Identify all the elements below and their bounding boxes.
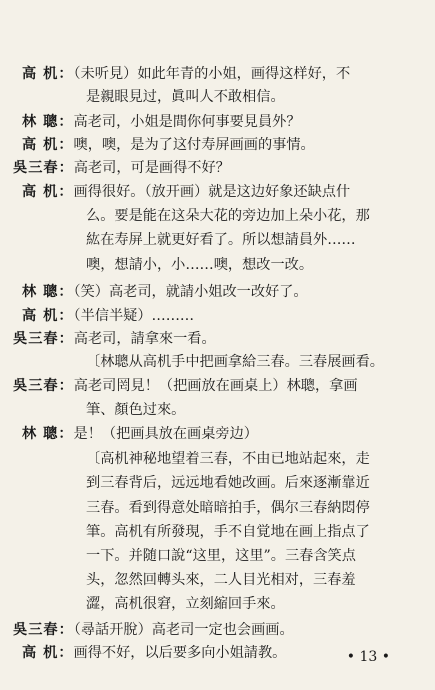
speaker-label: 高 机：	[22, 137, 74, 153]
stage-direction	[86, 546, 356, 566]
line-text: 到三春背后，远远地看她改画。后來逐漸靠近	[86, 475, 370, 491]
stage-direction	[86, 352, 384, 372]
line-text: 高老司，可是画得不好？	[73, 160, 230, 176]
speaker-label: 高 机：	[22, 645, 74, 661]
line-text: 紘在寿屏上就更好看了。所以想請員外……	[86, 232, 356, 248]
stage-direction	[86, 449, 370, 469]
speaker-label: 高 机：	[22, 66, 74, 82]
speaker-label: 吳三春：	[13, 378, 74, 394]
line-text: 么。要是能在这朵大花的旁边加上朵小花，那	[86, 208, 370, 224]
speaker-label: 林 聰：	[22, 284, 74, 300]
dialogue-line	[22, 306, 194, 326]
line-text: 噢，想請小，小……噢，想改一改。	[86, 257, 314, 273]
line-text: 画得很好。（放开画）就是这边好象还缺点什	[73, 184, 351, 200]
speaker-label: 高 机：	[22, 308, 74, 324]
line-text: 噢，噢，是为了这付寿屏画画的事情。	[73, 137, 315, 153]
speaker-label: 吳三春：	[13, 622, 74, 638]
dialogue-line	[22, 112, 301, 132]
dialogue-line	[22, 64, 350, 84]
line-text: （半信半疑）………	[73, 308, 195, 324]
stage-direction	[86, 473, 370, 493]
line-text: 高老司，請拿來一看。	[73, 331, 216, 347]
stage-direction	[86, 498, 370, 518]
line-text: （未听見）如此年青的小姐，画得这样好，不	[73, 66, 351, 82]
line-text: 高老司，小姐是間你何事要見員外？	[73, 114, 301, 130]
line-text: 画得不好，以后要多向小姐請教。	[73, 645, 287, 661]
dialogue-line	[22, 135, 315, 155]
dialogue-line	[86, 206, 370, 226]
stage-direction	[86, 522, 370, 542]
line-text: 筆。高机有所發現，手不自覚地在画上指点了	[86, 524, 370, 540]
dialogue-line	[86, 230, 356, 250]
speaker-label: 高 机：	[22, 184, 74, 200]
dialogue-line	[22, 182, 350, 202]
line-text: 〔高机神秘地望着三春，不由已地站起來，走	[86, 451, 370, 467]
dialogue-line	[13, 158, 230, 178]
dialogue-line	[86, 255, 313, 275]
speaker-label: 林 聰：	[22, 426, 74, 442]
dialogue-line	[13, 329, 216, 349]
speaker-label: 吳三春：	[13, 331, 74, 347]
line-text: 高老司罔見！（把画放在画桌上）林聰，拿画	[73, 378, 358, 394]
speaker-label: 林 聰：	[22, 114, 74, 130]
dialogue-line	[86, 87, 285, 107]
line-text: （尋話开脫）高老司一定也会画画。	[73, 622, 294, 638]
dialogue-line	[22, 424, 258, 444]
dialogue-line	[86, 400, 185, 420]
dialogue-line	[22, 643, 286, 663]
dialogue-line	[13, 376, 358, 396]
page-number: • 13 •	[346, 649, 390, 665]
line-text: 是！（把画具放在画桌旁边）	[73, 426, 258, 442]
dialogue-line	[22, 282, 308, 302]
dialogue-line	[13, 620, 294, 640]
line-text: （笑）高老司，就請小姐改一改好了。	[73, 284, 308, 300]
line-text: 三春。看到得意处暗暗拍手，偶尔三春納悶停	[86, 500, 370, 516]
speaker-label: 吳三春：	[13, 160, 74, 176]
line-text: 一下。并随口說“这里，这里”。三春含笑点	[86, 548, 356, 564]
line-text: 是親眼見过，眞叫人不敢相信。	[86, 89, 285, 105]
line-text: 澀，高机很窘，立刻縮回手來。	[86, 596, 285, 612]
line-text: 头，忽然回轉头來，二人目光相对，三春羞	[86, 572, 356, 588]
stage-direction	[86, 594, 285, 614]
line-text: 筆、顏色过來。	[86, 402, 186, 418]
line-text: 〔林聰从高机手中把画拿給三春。三春展画看。	[86, 354, 384, 370]
stage-direction	[86, 570, 356, 590]
